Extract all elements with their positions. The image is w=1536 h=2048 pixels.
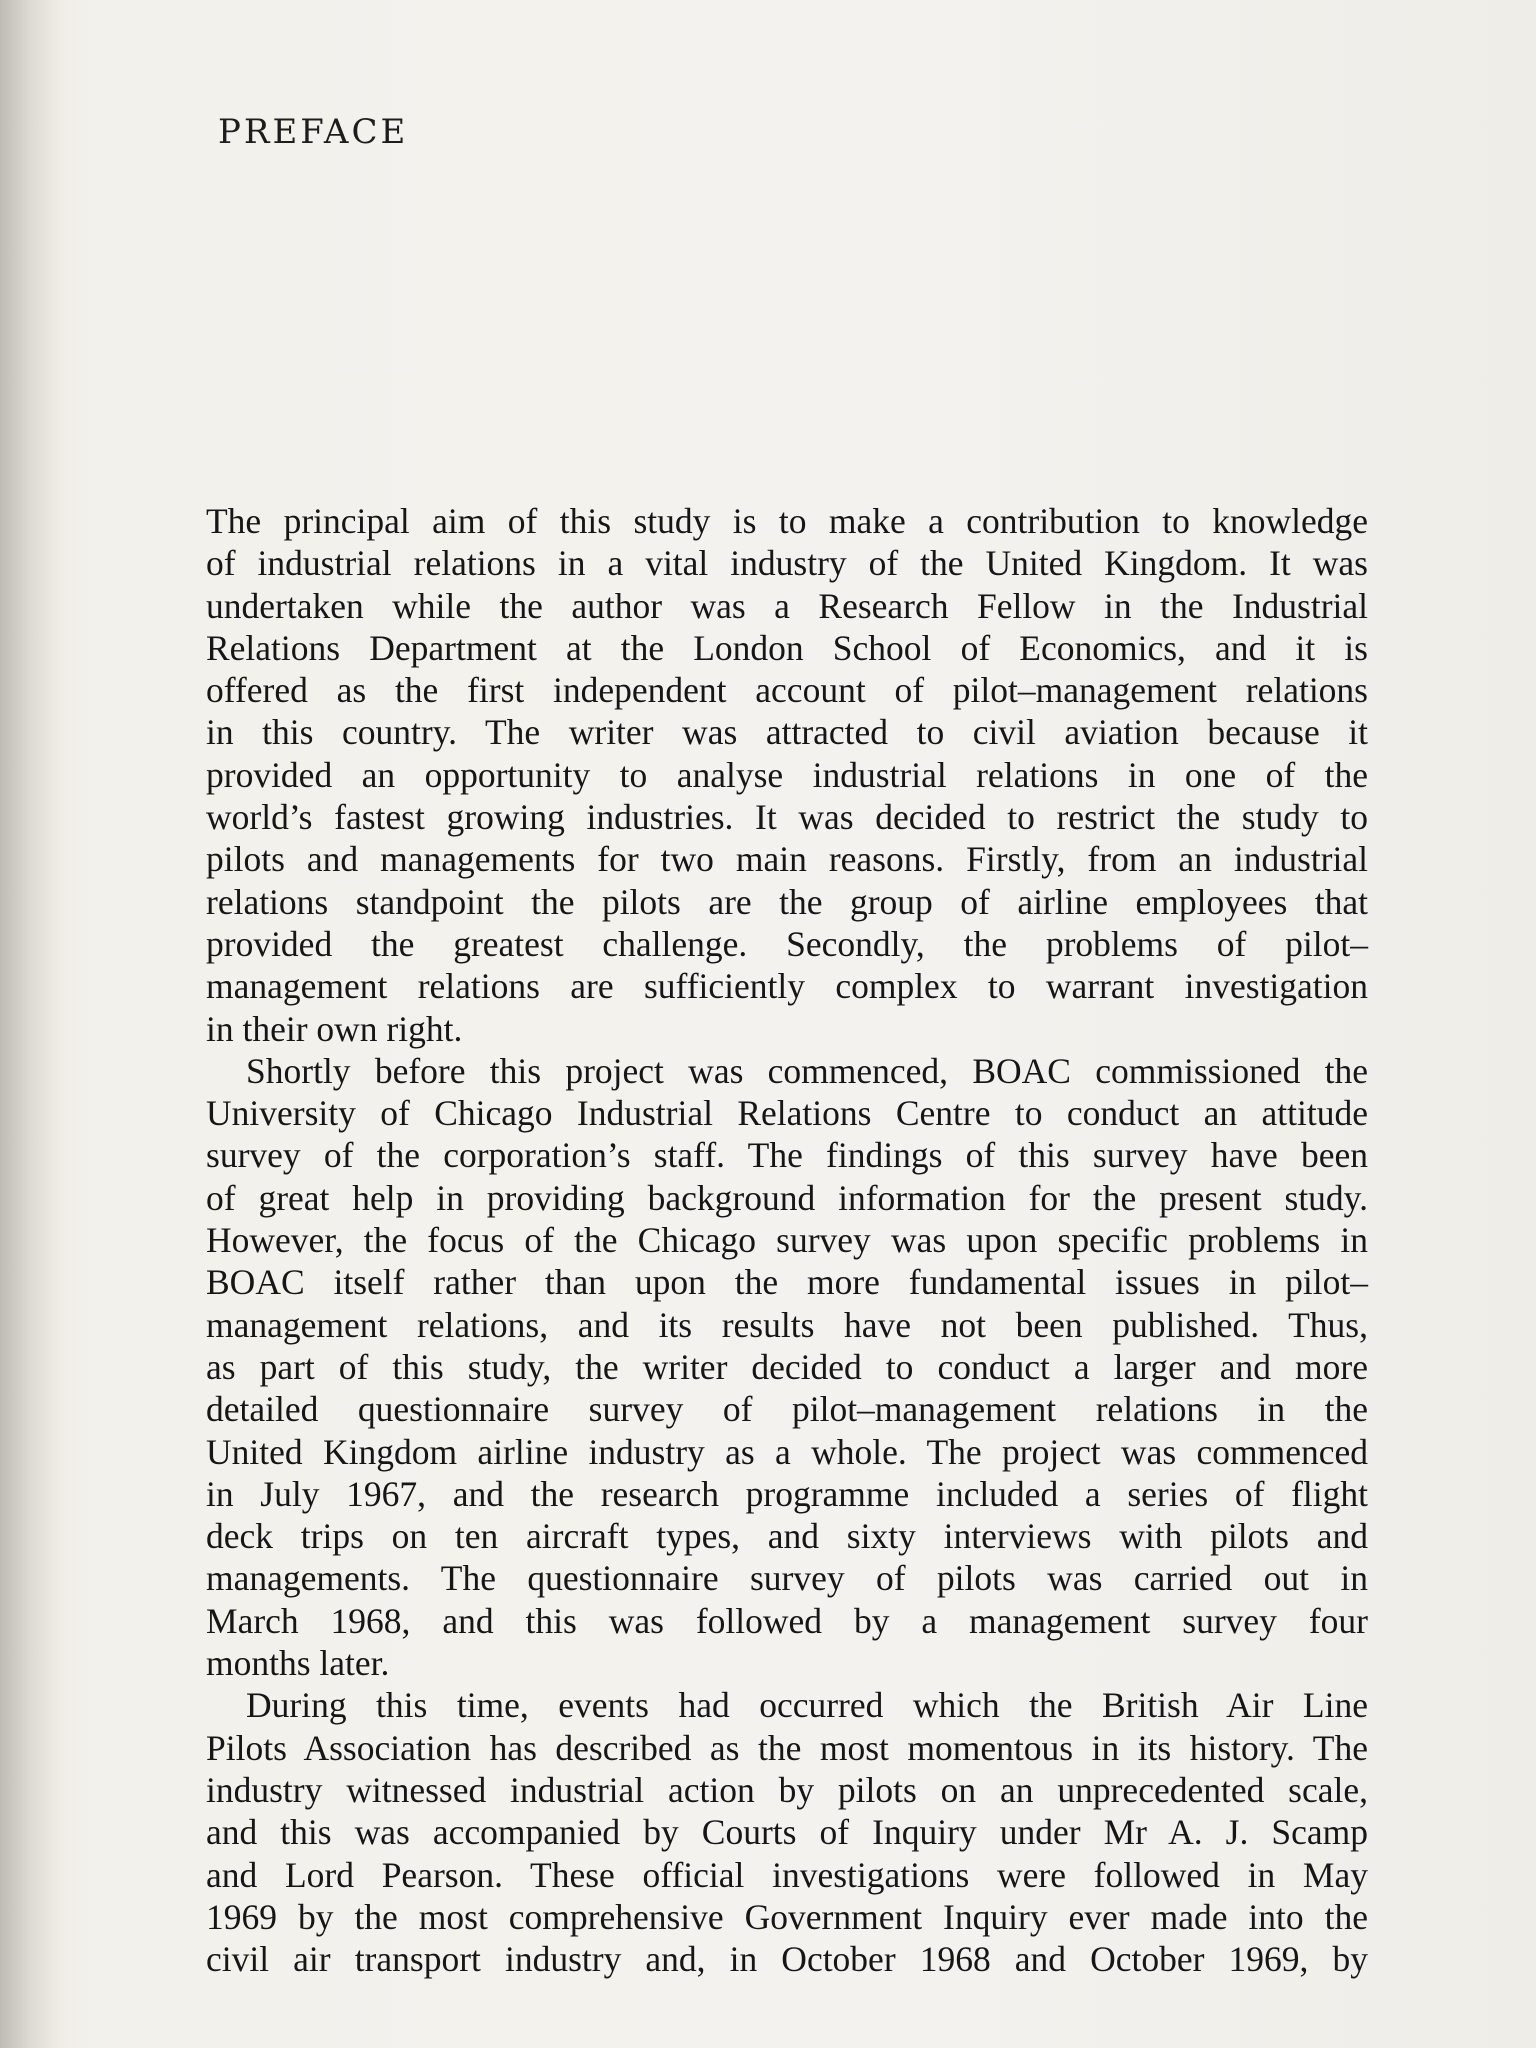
text-line: industry witnessed industrial action by pilots on an unprecedented scale, [206,1769,1368,1810]
text-line: Relations Department at the London School of Economics, and it is [206,627,1368,668]
text-line: months later. [206,1643,390,1684]
paragraph [206,1050,1368,1684]
preface-body [206,500,1368,1980]
text-line: in July 1967, and the research programme included a series of flight [206,1473,1368,1514]
text-line: BOAC itself rather than upon the more fundamental issues in pilot– [206,1262,1368,1303]
text-line: in their own right. [206,1008,463,1049]
paragraph [206,1684,1368,1980]
paragraph [206,500,1368,1050]
text-line: as part of this study, the writer decided to conduct a larger and more [206,1346,1368,1387]
text-line: pilots and managements for two main reasons. Firstly, from an industrial [206,839,1368,880]
text-line: relations standpoint the pilots are the group of airline employees that [206,881,1368,922]
text-line: During this time, events had occurred which the British Air Line [246,1685,1368,1726]
text-line: management relations are sufficiently complex to warrant investigation [206,966,1368,1007]
text-line: world’s fastest growing industries. It was decided to restrict the study to [206,797,1368,838]
text-line: March 1968, and this was followed by a management survey four [206,1600,1368,1641]
text-line: However, the focus of the Chicago survey was upon specific problems in [206,1220,1368,1261]
text-line: provided an opportunity to analyse industrial relations in one of the [206,754,1368,795]
text-line: survey of the corporation’s staff. The findings of this survey have been [206,1135,1368,1176]
text-line: of industrial relations in a vital industry of the United Kingdom. It was [206,543,1368,584]
text-line: and this was accompanied by Courts of Inquiry under Mr A. J. Scamp [206,1812,1368,1853]
text-line: and Lord Pearson. These official investigations were followed in May [206,1854,1368,1895]
text-line: United Kingdom airline industry as a whole. The project was commenced [206,1431,1368,1472]
text-line: managements. The questionnaire survey of pilots was carried out in [206,1558,1368,1599]
text-line: detailed questionnaire survey of pilot–management relations in the [206,1389,1368,1430]
text-line: Shortly before this project was commenced, BOAC commissioned the [246,1050,1368,1091]
text-line: in this country. The writer was attracted to civil aviation because it [206,712,1368,753]
gutter-shadow [0,0,60,2048]
text-line: 1969 by the most comprehensive Government Inquiry ever made into the [206,1896,1368,1937]
text-line: offered as the first independent account of pilot–management relations [206,670,1368,711]
text-line: provided the greatest challenge. Secondly, the problems of pilot– [206,923,1368,964]
text-line: civil air transport industry and, in October 1968 and October 1969, by [206,1939,1368,1980]
text-line: University of Chicago Industrial Relations Centre to conduct an attitude [206,1093,1368,1134]
text-line: undertaken while the author was a Research Fellow in the Industrial [206,585,1368,626]
page-heading: PREFACE [218,112,409,152]
text-line: Pilots Association has described as the most momentous in its history. The [206,1727,1368,1768]
text-line: The principal aim of this study is to make a contribution to knowledge [206,501,1368,541]
text-line: of great help in providing background information for the present study. [206,1177,1368,1218]
text-line: deck trips on ten aircraft types, and sixty interviews with pilots and [206,1516,1368,1557]
text-line: management relations, and its results have not been published. Thus, [206,1304,1368,1345]
